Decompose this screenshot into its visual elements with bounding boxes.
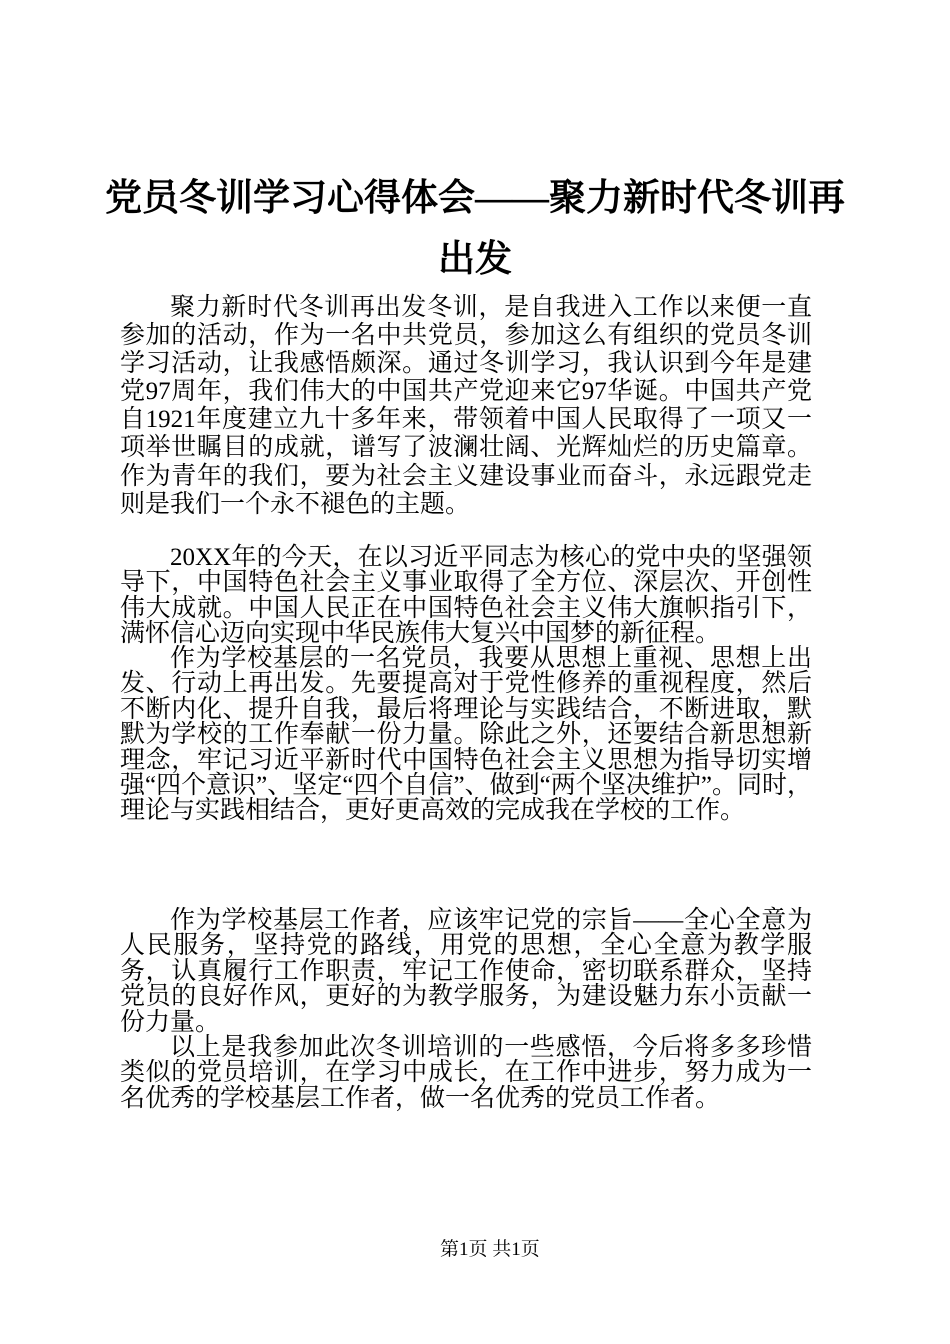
page-number-info: 第1页 共1页	[440, 1239, 540, 1260]
page-footer	[440, 1238, 540, 1262]
body-paragraph-2[interactable]: 20XX年的今天，在以习近平同志为核心的党中央的坚强领导下，中国特色社会主义事业取得了全方位、深层次、开创性伟大成就。中国人民正在中国特色社会主义伟大旗帜指引下，满怀信心迈向实现中华民族伟大复兴中国梦的新征程。	[120, 544, 812, 648]
body-paragraph-3[interactable]: 作为学校基层的一名党员，我要从思想上重视、思想上出发、行动上再出发。先要提高对于党性修养的重视程度，然后不断内化、提升自我，最后将理论与实践结合，不断进取，默默为学校的工作奉献一份力量。除此之外，还要结合新思想新理念，牢记习近平新时代中国特色社会主义思想为指导切实增强“四个意识”、坚定“四个自信”、做到“两个坚决维护”。同时，理论与实践相结合，更好更高效的完成我在学校的工作。	[120, 645, 812, 825]
page-title[interactable]: 党员冬训学习心得体会——聚力新时代冬训再出发	[105, 178, 845, 280]
body-paragraph-1[interactable]: 聚力新时代冬训再出发冬训，是自我进入工作以来便一直参加的活动，作为一名中共党员，参加这么有组织的党员冬训学习活动，让我感悟颇深。通过冬训学习，我认识到今年是建党97周年，我们伟大的中国共产党迎来它97华诞。中国共产党自1921年度建立九十多年来，带领着中国人民取得了一项又一项举世瞩目的成就，谱写了波澜壮阔、光辉灿烂的历史篇章。作为青年的我们，要为社会主义建设事业而奋斗，永远跟党走则是我们一个永不褪色的主题。	[120, 294, 812, 518]
body-paragraph-4[interactable]: 作为学校基层工作者，应该牢记党的宗旨——全心全意为人民服务，坚持党的路线，用党的思想，全心全意为教学服务，认真履行工作职责，牢记工作使命，密切联系群众，坚持党员的良好作风，更好的为教学服务，为建设魅力东小贡献一份力量。	[120, 907, 812, 1036]
body-paragraph-5[interactable]: 以上是我参加此次冬训培训的一些感悟，今后将多多珍惜类似的党员培训，在学习中成长，在工作中进步，努力成为一名优秀的学校基层工作者，做一名优秀的党员工作者。	[120, 1034, 812, 1112]
